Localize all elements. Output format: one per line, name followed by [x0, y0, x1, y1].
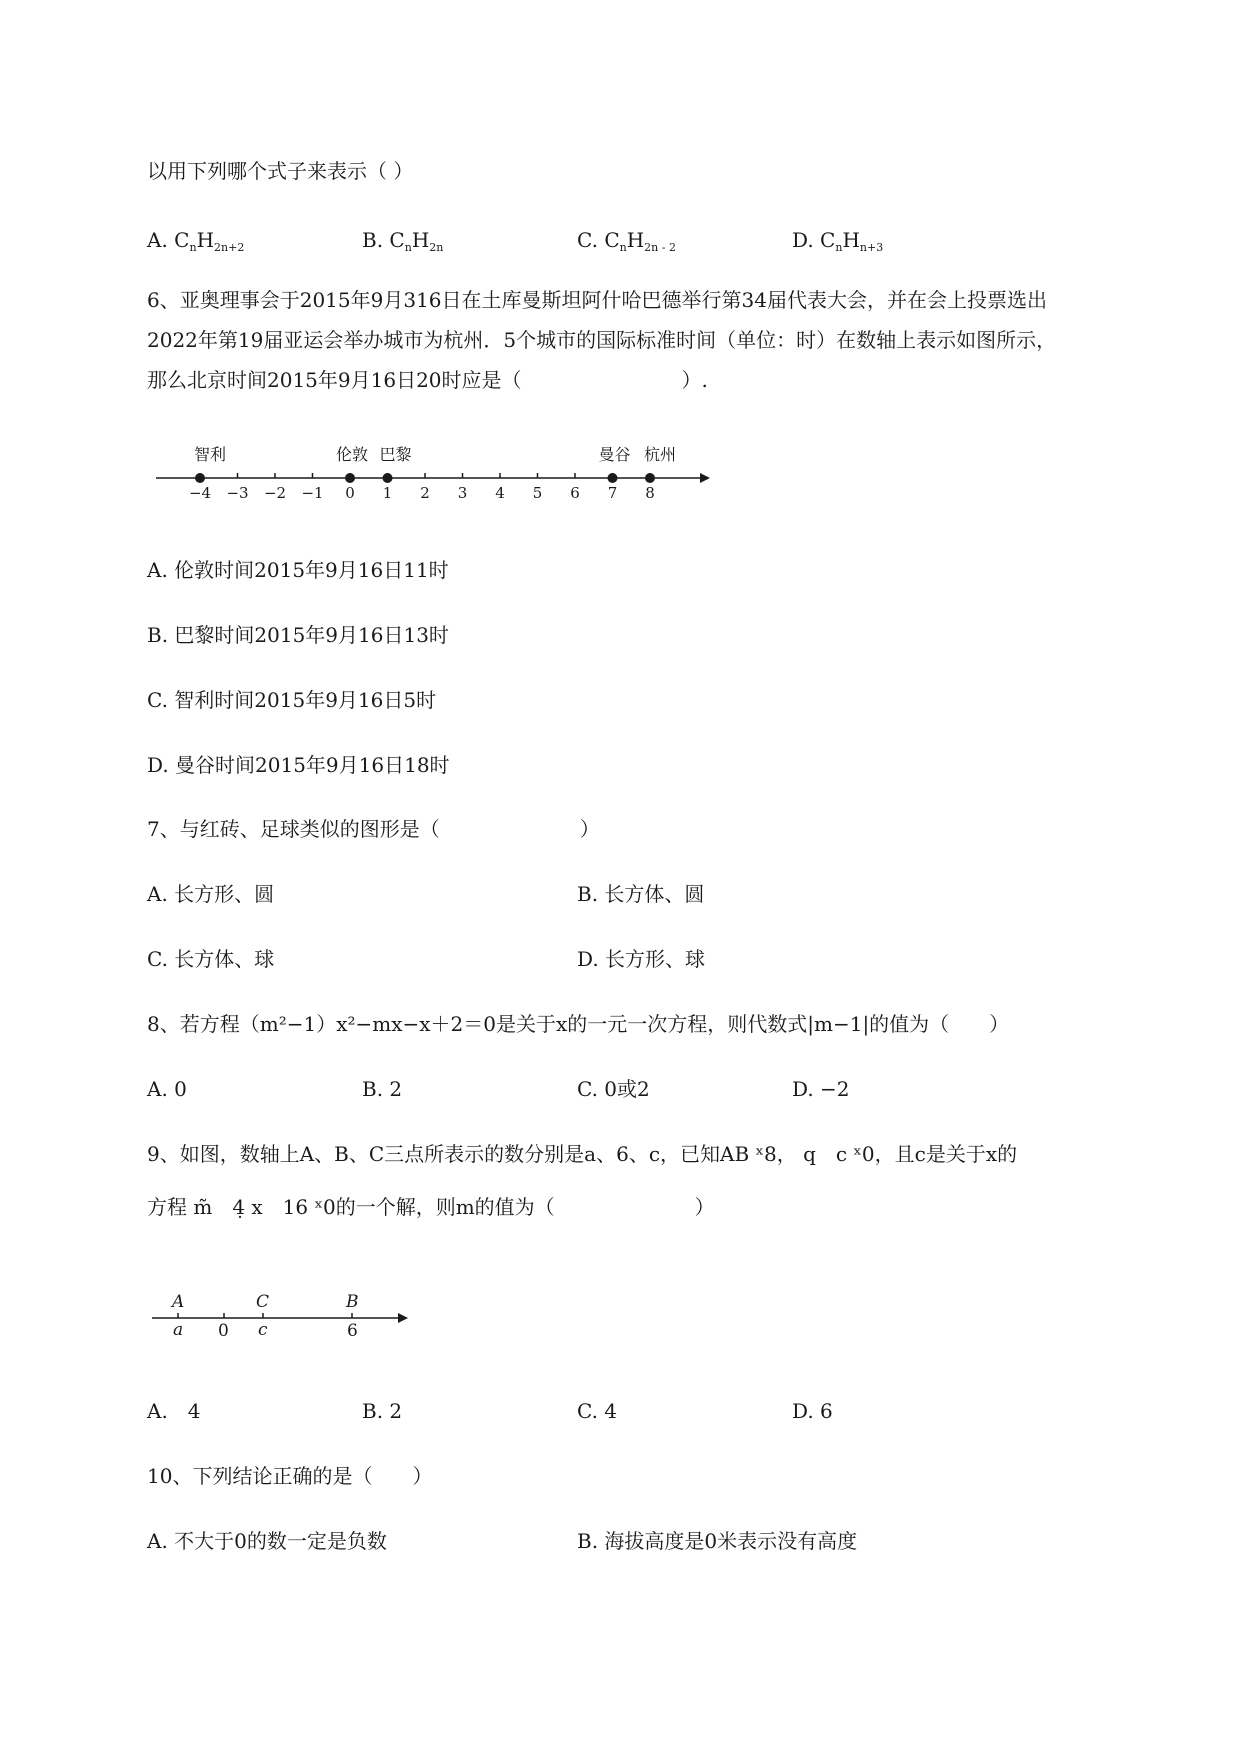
- q6-option-b: B. 巴黎时间2015年9月16日13时: [147, 623, 449, 647]
- q9-axis-arrow: [398, 1313, 408, 1323]
- q6-tick-label: −4: [188, 484, 212, 502]
- q7-option-d: D. 长方形、球: [577, 947, 706, 971]
- q5-option-b: B. $C_nH_{2n}$: [362, 228, 444, 254]
- q9-option-c: C. 4: [577, 1399, 618, 1423]
- q9-option-a: A. 4: [147, 1399, 201, 1423]
- q6-tick-label: −2: [263, 484, 287, 502]
- q6-option-d: D. 曼谷时间2015年9月16日18时: [147, 753, 450, 777]
- q6-tick-label: 6: [570, 484, 580, 502]
- q8-option-a: A. 0: [147, 1077, 187, 1101]
- q8-option-c: C. 0或2: [577, 1077, 650, 1101]
- q6-option-c: C. 智利时间2015年9月16日5时: [147, 688, 437, 712]
- q6-city-label: 伦敦: [335, 445, 369, 464]
- q10-stem: 10、下列结论正确的是（ ）: [147, 1464, 433, 1488]
- q9-value-6: 6: [347, 1321, 358, 1341]
- q9-stem-line-1: 9、如图，数轴上A、B、C三点所表示的数分别是a、6、c，已知AB ˣ8， q c ˣ0，且c是关于x的: [147, 1142, 1018, 1166]
- q6-axis-arrow: [700, 473, 710, 483]
- q6-tick-label: 4: [495, 484, 505, 502]
- q6-tick-label: 5: [532, 484, 543, 502]
- q6-city-label: 智利: [193, 445, 227, 464]
- q7-option-b: B. 长方体、圆: [577, 882, 705, 906]
- q7-stem: 7、与红砖、足球类似的图形是（ ）: [147, 817, 600, 841]
- q6-city-point: [195, 473, 205, 483]
- q6-tick-label: 0: [345, 484, 355, 502]
- q6-city-label: 杭州: [643, 445, 677, 464]
- q5-option-d: D. $C_nH_{n+3}$: [792, 228, 884, 254]
- q6-option-a: A. 伦敦时间2015年9月16日11时: [147, 558, 449, 582]
- q6-stem-line-3: 那么北京时间2015年9月16日20时应是（ ）.: [147, 368, 708, 392]
- q7-option-c: C. 长方体、球: [147, 947, 275, 971]
- q8-option-d: D. −2: [792, 1077, 850, 1101]
- q5-option-a: A. $C_nH_{2n+2}$: [147, 228, 245, 254]
- q6-tick-label: −3: [226, 484, 249, 502]
- q6-city-label: 巴黎: [379, 445, 412, 464]
- q9-stem-line-2: 方程 m̃ 4̣ x 16 ˣ0的一个解，则m的值为（ ）: [147, 1195, 715, 1219]
- q9-option-b: B. 2: [362, 1399, 403, 1423]
- q6-tick-label: 3: [457, 484, 468, 502]
- q9-value-0: 0: [218, 1321, 229, 1341]
- q6-tick-label: 8: [645, 484, 655, 502]
- q10-option-b: B. 海拔高度是0米表示没有高度: [577, 1529, 858, 1553]
- q6-tick-label: 2: [420, 484, 430, 502]
- q10-option-a: A. 不大于0的数一定是负数: [147, 1529, 387, 1553]
- q6-city-point: [345, 473, 355, 483]
- q9-point-c-label: C: [256, 1292, 270, 1312]
- q6-city-point: [645, 473, 655, 483]
- q6-number-line-figure: [150, 440, 710, 502]
- q6-city-label: 曼谷: [598, 445, 631, 464]
- q6-tick-label: −1: [301, 484, 324, 502]
- q9-option-d: D. 6: [792, 1399, 833, 1423]
- q8-stem: 8、若方程（m²−1）x²−mx−x＋2＝0是关于x的一元一次方程，则代数式|m−1|的值为（ ）: [147, 1012, 1010, 1036]
- q6-stem-line-1: 6、亚奥理事会于2015年9月316日在土库曼斯坦阿什哈巴德举行第34届代表大会，并在会上投票选出: [147, 288, 1047, 312]
- q9-point-b-label: B: [346, 1292, 359, 1312]
- q9-value-a: a: [173, 1320, 184, 1340]
- q6-tick-label: 7: [607, 484, 618, 502]
- q9-value-c: c: [258, 1320, 268, 1340]
- q7-option-a: A. 长方形、圆: [147, 882, 275, 906]
- q5-stem-tail: 以用下列哪个式子来表示（ ）: [147, 159, 414, 183]
- q5-option-c: C. $C_nH_{2n - 2}$: [577, 228, 676, 254]
- q9-point-a-label: A: [172, 1292, 185, 1312]
- q8-option-b: B. 2: [362, 1077, 403, 1101]
- q9-number-line-figure: [150, 1285, 410, 1345]
- q6-city-point: [383, 473, 393, 483]
- q6-city-point: [608, 473, 618, 483]
- q6-tick-label: 1: [382, 484, 393, 502]
- q6-stem-line-2: 2022年第19届亚运会举办城市为杭州．5个城市的国际标准时间（单位：时）在数轴上表示如图所示，: [147, 328, 1057, 352]
